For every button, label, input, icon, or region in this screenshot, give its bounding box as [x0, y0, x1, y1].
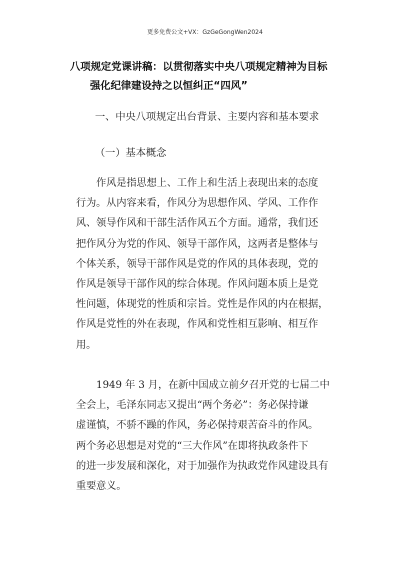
paragraph-1 — [76, 174, 352, 356]
sub-heading: （一）基本概念 — [95, 148, 167, 159]
paragraph-line: 两个务必思想是对党的“三大作风”在即将执政条件下 — [76, 440, 309, 452]
paragraph-line: 用。 — [76, 339, 97, 351]
title-line-1: 八项规定党课讲稿：以贯彻落实中央八项规定精神为目标 — [70, 61, 328, 73]
paragraph-2 — [76, 376, 352, 497]
paragraph-line: 风、领导作风和干部生活作风五个方面。通常，我们还 — [76, 218, 319, 230]
paragraph-line: 1949 年 3 月，在新中国成立前夕召开党的七届二中 — [76, 380, 330, 391]
paragraph-line: 全会上，毛泽东同志又提出“两个务必”：务必保持谦 — [76, 400, 309, 412]
document-title — [70, 58, 360, 96]
header-note: 更多免费公文+VX：GzGeGongWen2024 — [147, 29, 263, 36]
title-line-2: 强化纪律建设持之以恒纠正“四风” — [90, 80, 248, 92]
paragraph-line: 虚谨慎，不骄不躁的作风，务必保持艰苦奋斗的作风。 — [76, 420, 319, 432]
section-heading: 一、中央八项规定出台背景、主要内容和基本要求 — [95, 112, 320, 123]
paragraph-line: 个体关系，领导干部作风是党的作风的具体表现，党的 — [76, 258, 319, 270]
paragraph-line: 作风是党性的外在表现，作风和党性相互影响、相互作 — [76, 319, 319, 331]
paragraph-line: 作风是领导干部作风的综合体现。作风问题本质上是党 — [76, 279, 319, 291]
paragraph-line: 作风是指思想上、工作上和生活上表现出来的态度 — [76, 178, 319, 189]
paragraph-line: 性问题，体现党的性质和宗旨。党性是作风的内在根据， — [76, 299, 329, 311]
paragraph-line: 行为。从内容来看，作风分为思想作风、学风、工作作 — [76, 198, 319, 210]
paragraph-line: 的进一步发展和深化，对于加强作为执政党作风建设具有 — [76, 460, 329, 472]
paragraph-line: 重要意义。 — [76, 481, 127, 493]
paragraph-line: 把作风分为党的作风、领导干部作风，这两者是整体与 — [76, 238, 319, 250]
